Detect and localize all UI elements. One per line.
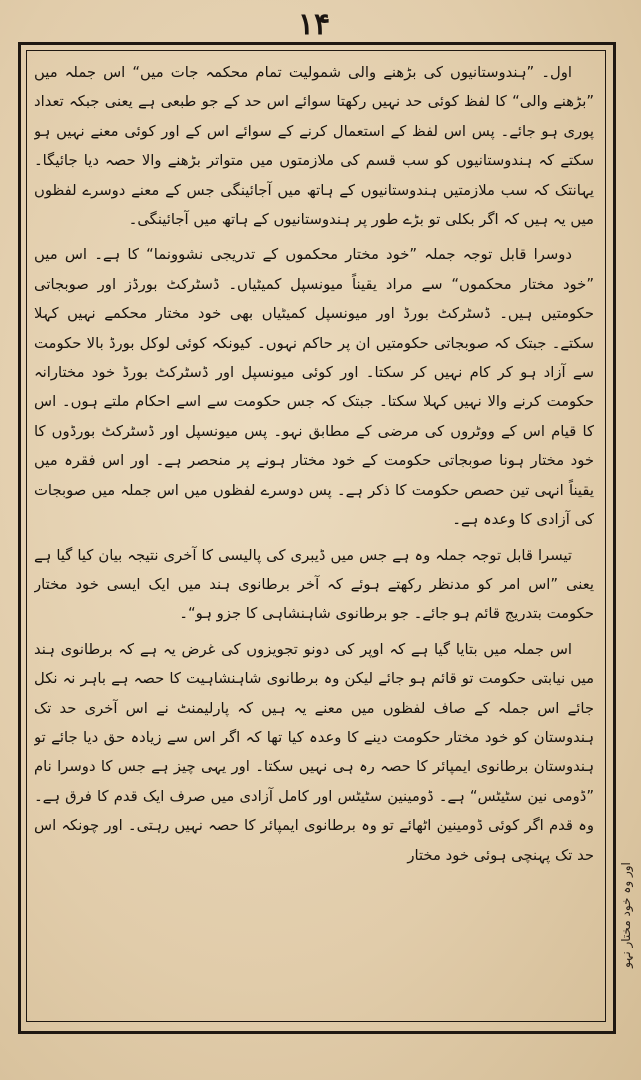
paragraph-third-point: تیسرا قابل توجہ جملہ وہ ہے جس میں ڈیبری کی پالیسی کا آخری نتیجہ بیان کیا گیا ہے یعنی ”اس امر کو مدنظر رکھتے ہوئے کہ آخر برطانوی ہند میں ایک ایسی خود مختار حکومت بتدریج قائم ہو جائے۔ جو برطانوی شاہنشاہی کا جزو ہو“۔ (34, 546, 594, 623)
page-number: ۱۴ (297, 7, 331, 42)
paragraph-first-point: اول۔ ”ہندوستانیوں کی بڑھنے والی شمولیت تمام محکمہ جات میں“ اس جملہ میں ”بڑھنے والی“ کا لفظ کوئی حد نہیں رکھتا سوائے اس حد کے جو طبعی ہے یعنی جبکہ تعداد پوری ہو جائے۔ پس اس لفظ کے استعمال کرنے کے سوائے اس کے اور کوئی معنے نہیں ہو سکتے کہ ہندوستانیوں کو سب قسم کی ملازمتوں میں متواتر بڑھنے والا حصہ دیا جائیگا۔ یہانتک کہ سب ملازمتیں ہندوستانیوں کے ہاتھ میں آجائینگی جس کے معنے دوسرے لفظوں میں یہ ہیں کہ اگر بکلی تو بڑے طور پر ہندوستانیوں کے ہاتھ میں آجائینگی۔ (34, 64, 594, 229)
paragraph-second-point: دوسرا قابل توجہ جملہ ”خود مختار محکموں کے تدریجی نشوونما“ کا ہے۔ اس میں ”خود مختار محکموں“ سے مراد یقیناً میونسپل کمیٹیاں۔ ڈسٹرکٹ بورڈز اور صوبجاتی حکومتیں ہیں۔ ڈسٹرکٹ بورڈ اور میونسپل کمیٹیاں بھی خود مختار محکمے نہیں کہلا سکتے۔ جبتک کہ صوبجاتی حکومتیں ان پر حاکم نہوں۔ کیونکہ کوئی لوکل بورڈ بالا حکومت سے آزاد ہو کر کام نہیں کر سکتا۔ اور کوئی میونسپل اور ڈسٹرکٹ بورڈ خود مختارانہ حکومت کرنے والا نہیں کہلا سکتا۔ جبتک کہ جس حکومت سے اسے احکام ملتے ہوں۔ اس کا قیام اس کے ووٹروں کی مرضی کے مطابق نہو۔ پس میونسپل اور ڈسٹرکٹ بورڈوں کا خود مختار ہونا صوبجاتی حکومت کے خود مختار ہونے پر منحصر ہے۔ اور اس فقرہ میں یقیناً انہی تین حصص حکومت کا ذکر ہے۔ پس دوسرے لفظوں میں اس جملہ میں صوبجات کی آزادی کا وعدہ ہے۔ (34, 246, 594, 529)
margin-note-text: اور وہ خود مختار نہو (619, 862, 633, 968)
paragraph-explanation: اس جملہ میں بتایا گیا ہے کہ اوپر کی دونو تجویزوں کی غرض یہ ہے کہ برطانوی ہند میں نیابتی حکومت تو قائم ہو جائے لیکن وہ برطانوی شاہنشاہیت کا حصہ ہے باہر نہ نکل جائے اس جملہ کے صاف لفظوں میں معنے یہ ہیں کہ پارلیمنٹ نے اس آخری حد تک ہندوستان کو خود مختار حکومت دینے کا وعدہ کیا تھا کہ اگر اس سے زیادہ حق دیا جائے تو ہندوستان برطانوی ایمپائر کا حصہ رہ ہی نہیں سکتا۔ اور یہی چیز ہے جس کا دوسرا نام ”ڈومی نین سٹیٹس“ ہے۔ ڈومینین سٹیٹس اور کامل آزادی میں صرف ایک قدم کا فرق ہے۔ وہ قدم اگر کوئی ڈومینین اٹھائے تو وہ برطانوی ایمپائر کا حصہ نہیں رہتی۔ اور چونکہ اس حد تک پہنچی ہوئی خود مختار (34, 640, 594, 864)
margin-note (617, 800, 635, 1030)
page-body (34, 58, 594, 1014)
